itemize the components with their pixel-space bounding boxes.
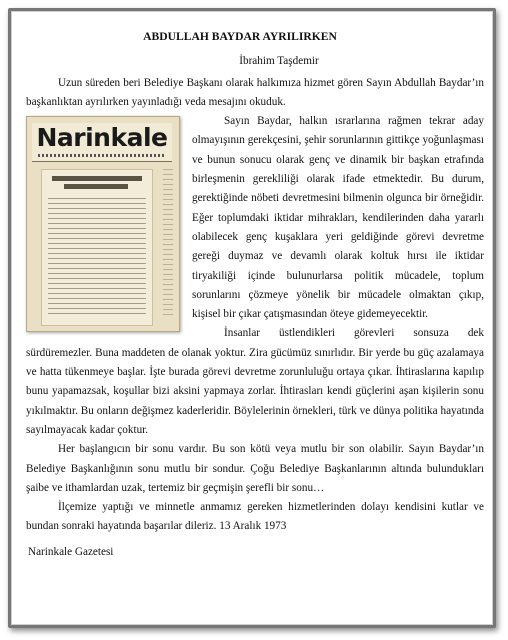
clipping-headline — [52, 176, 142, 181]
signature: Narinkale Gazetesi — [28, 545, 114, 558]
paragraph-4: İlçemize yaptığı ve minnetle anmamız gereken hizmetlerinden dolayı kendisini kutlar ve bundan sonraki hayatında başarılar dileriz. 13 Aralık 1973 — [26, 501, 484, 533]
masthead-logo: Narinkale — [36, 123, 168, 153]
paragraph-3: Her başlangıcın bir sonu vardır. Bu son kötü veya mutlu bir son olabilir. Sayın Baydar’ın Belediye Başkanlığının sonu mutlu bir sondur. Çoğu Belediye Başkanlarının altında bulundukları şaibe ve ithamlardan uzak, tertemiz bir geçmişin şerefli bir sonu… — [26, 443, 484, 494]
document-frame — [8, 8, 496, 628]
newspaper-masthead — [32, 123, 172, 162]
article-title: ABDULLAH BAYDAR AYRILIRKEN — [143, 30, 337, 43]
article-author: İbrahim Taşdemir — [239, 55, 319, 68]
clipping-article — [41, 169, 153, 326]
paragraph-1: Sayın Baydar, halkın ısrarlarına rağmen tekrar aday olmayışının gerekçesini, şehir sorunlarının gittikçe yoğunlaşması ve bunun sonucu olarak genç ve dinamik bir başkan etrafında birleşmenin gerekliliği olarak ifade etmektedir. Bu durum, gerektiğinde nöbeti devretmesini bilmenin olgunca bir örneğidir. Eğer toplumdaki iktidar mihrakları, kendilerinden daha yararlı olabilecek genç kuşaklara yeri geldiğinde görevi devretme gereği duymaz ve devamlı olarak koltuk hırsı ile iktidar tiryakiliği içinde bulunurlarsa politik mücadele, toplum sorunlarını çözmeye yönelik bir mücadele olmaktan çıkıp, kişisel bir çıkar çatışmasından öteye gidemeyecektir. — [192, 115, 484, 321]
clipping-column-edge — [163, 169, 173, 319]
masthead-subline — [38, 154, 166, 157]
clipping-text-lines — [48, 198, 146, 318]
intro-paragraph: Uzun süreden beri Belediye Başkanı olarak halkımıza hizmet gören Sayın Abdullah Baydar’ın başkanlıktan ayrılırken yayınladığı veda mesajını okuduk. — [26, 76, 484, 108]
newspaper-clipping-image — [26, 116, 180, 332]
paragraph-2: İnsanlar üstlendikleri görevleri sonsuza dek sürdüremezler. Buna maddeten de olanak yoktur. Zira gücümüz sınırlıdır. Bir yerde bu güç azalamaya ve hatta tükenmeye başlar. İşte burada görevi devretme zorunluluğu ortaya çıkar. İhtiraslarına kapılıp bunu yapamazsak, koşullar bizi aksini yapmaya zorlar. İhtirasları kendi güçlerini aşan kişilerin sonu yıkılmaktır. Bu onların değişmez kaderleridir. Böylelerinin örnekleri, türk ve dünya politika hayatında sayılmayacak kadar çoktur. — [26, 327, 484, 436]
clipping-subheadline — [64, 184, 128, 189]
article-page — [26, 25, 484, 562]
